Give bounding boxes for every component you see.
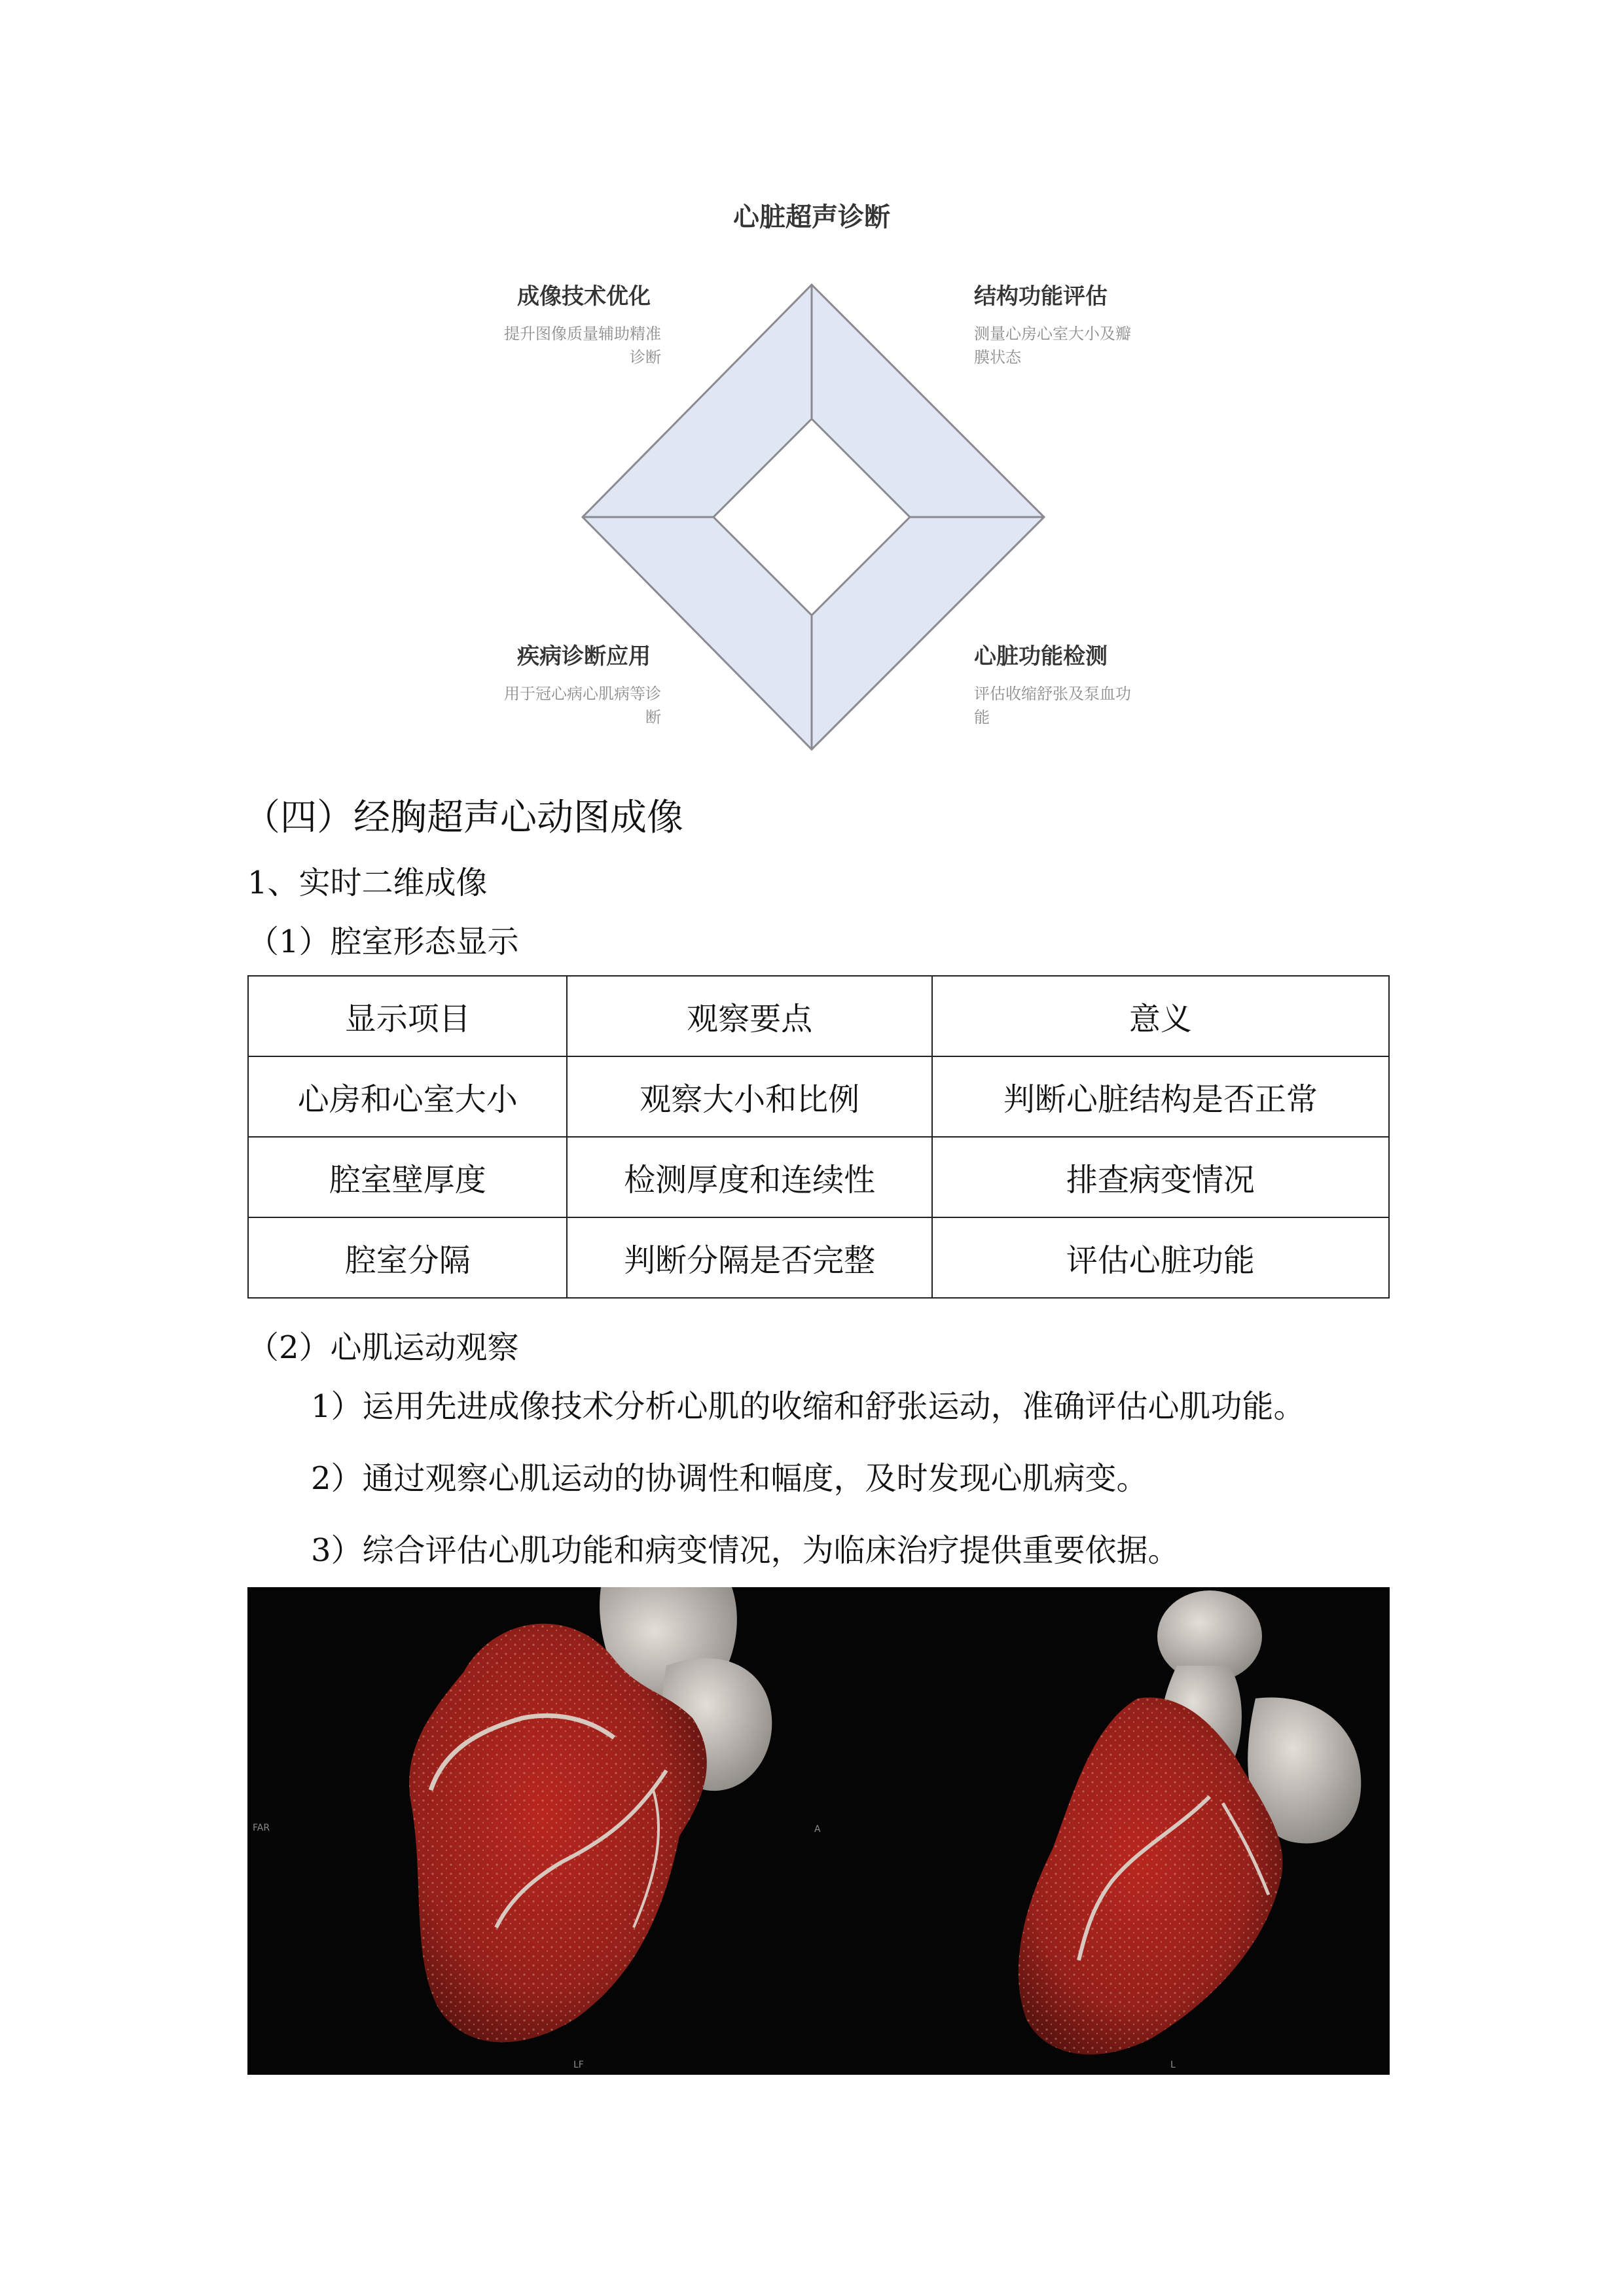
- heart-view-right: [1019, 1590, 1361, 2054]
- orientation-label-lf: LF: [573, 2060, 584, 2070]
- section-heading: （四）经胸超声心动图成像: [244, 797, 683, 839]
- diagram-title: 心脏超声诊断: [733, 202, 890, 232]
- table-cell: 腔室分隔: [248, 1217, 567, 1298]
- orientation-label-l: L: [1170, 2060, 1176, 2070]
- table-header-cell: 意义: [932, 976, 1389, 1056]
- table-row: [248, 1137, 1389, 1217]
- paragraph-1: 1）运用先进成像技术分析心肌的收缩和舒张运动，准确评估心肌功能。: [311, 1388, 1305, 1425]
- chamber-display-table: [247, 975, 1390, 1299]
- myocardium-right-speckle: [1019, 1697, 1283, 2054]
- table-row: [248, 1217, 1389, 1298]
- desc-line: 膜状态: [974, 348, 1021, 367]
- desc-line: 能: [974, 708, 990, 726]
- desc-line: 用于冠心病心肌病等诊: [504, 685, 661, 703]
- paragraph-2: 2）通过观察心肌运动的协调性和幅度，及时发现心肌病变。: [311, 1460, 1148, 1497]
- label-bottom-right: 心脏功能检测: [974, 643, 1108, 670]
- heart-view-left: [409, 1587, 772, 2042]
- desc-line: 提升图像质量辅助精准: [504, 325, 661, 343]
- table-cell: 检测厚度和连续性: [567, 1137, 931, 1217]
- table-cell: 评估心脏功能: [932, 1217, 1389, 1298]
- desc-line: 断: [645, 708, 661, 726]
- table-cell: 心房和心室大小: [248, 1056, 567, 1137]
- table-cell: 腔室壁厚度: [248, 1137, 567, 1217]
- table-header-cell: 显示项目: [248, 976, 567, 1056]
- label-bottom-left: 疾病诊断应用: [517, 643, 651, 670]
- desc-line: 诊断: [630, 348, 661, 367]
- label-top-left: 成像技术优化: [517, 283, 651, 310]
- orientation-label-far: FAR: [253, 1823, 270, 1833]
- table-cell: 观察大小和比例: [567, 1056, 931, 1137]
- subheading-realtime-2d: 1、实时二维成像: [247, 865, 488, 901]
- table-header-row: [248, 976, 1389, 1056]
- diamond-diagram: [0, 0, 1624, 772]
- desc-bottom-right: [974, 682, 1177, 729]
- orientation-label-a: A: [814, 1824, 821, 1835]
- desc-top-right: [974, 322, 1177, 369]
- label-top-right: 结构功能评估: [974, 283, 1108, 310]
- subheading-myocardial-motion: （2）心肌运动观察: [247, 1329, 519, 1366]
- table-cell: 判断分隔是否完整: [567, 1217, 931, 1298]
- heart-ct-figure: [247, 1587, 1390, 2075]
- table-header-cell: 观察要点: [567, 976, 931, 1056]
- desc-line: 测量心房心室大小及瓣: [974, 325, 1131, 343]
- desc-bottom-left: [458, 682, 661, 729]
- desc-top-left: [458, 322, 661, 369]
- table-cell: 排查病变情况: [932, 1137, 1389, 1217]
- desc-line: 评估收缩舒张及泵血功: [974, 685, 1131, 703]
- subheading-chamber-morphology: （1）腔室形态显示: [247, 924, 519, 960]
- paragraph-3: 3）综合评估心肌功能和病变情况，为临床治疗提供重要依据。: [311, 1532, 1180, 1569]
- table-cell: 判断心脏结构是否正常: [932, 1056, 1389, 1137]
- table-row: [248, 1056, 1389, 1137]
